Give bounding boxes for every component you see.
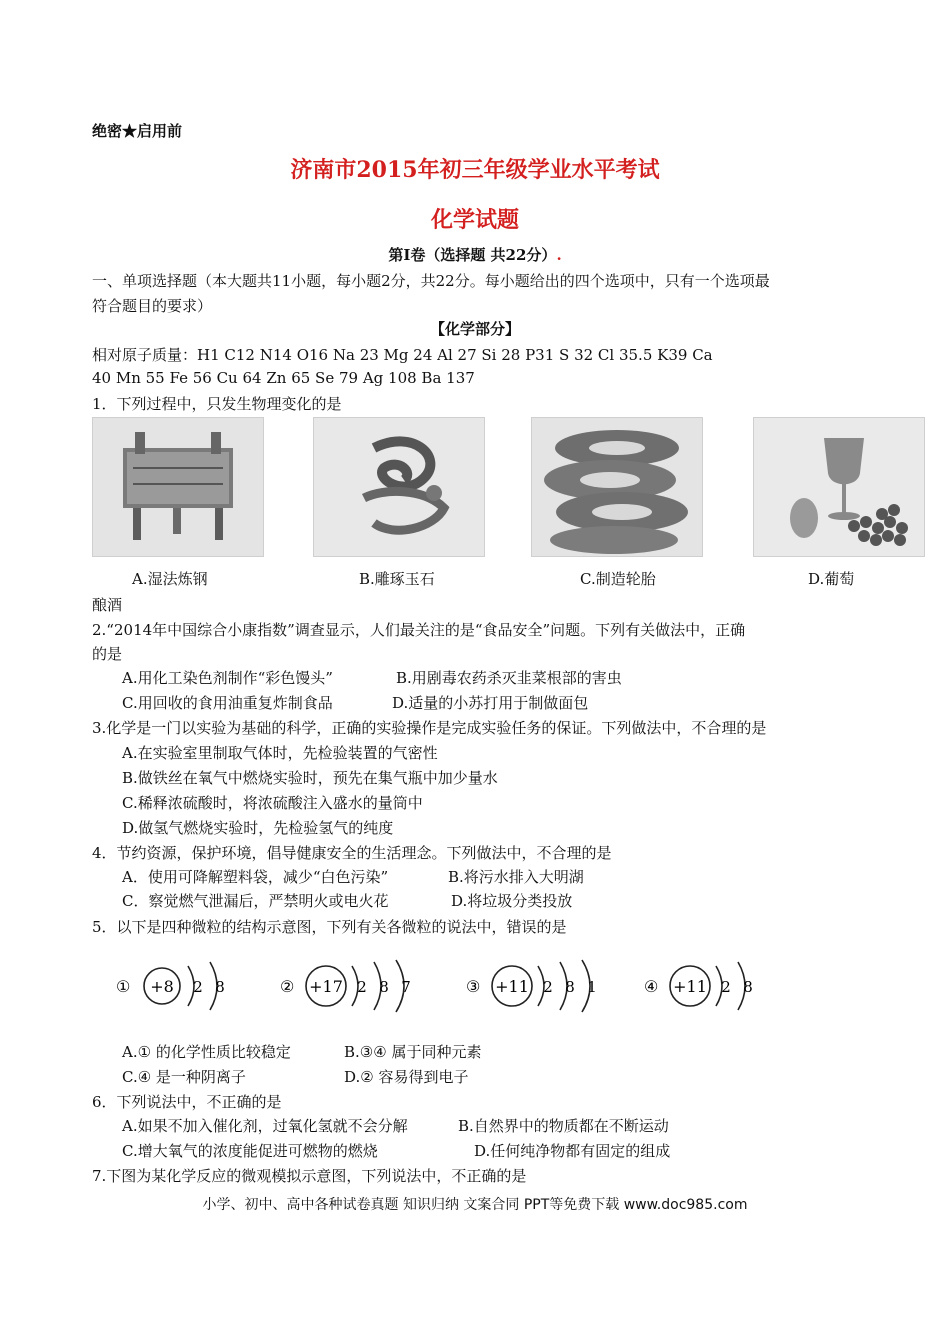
particle-1-label: ① [116, 977, 131, 996]
q5-option-c: C.④ 是一种阴离子 [122, 1068, 246, 1086]
q2-option-b: B.用剧毒农药杀灭韭菜根部的害虫 [396, 669, 622, 687]
particle-2-nucleus: +17 [309, 977, 343, 996]
q4-option-c: C．察觉燃气泄漏后，严禁明火或电火花 [122, 892, 389, 910]
q2-option-c: C.用回收的食用油重复炸制食品 [122, 694, 333, 712]
q1-option-d: D.葡萄 [808, 570, 855, 588]
q2-stem-2: 的是 [92, 645, 123, 663]
instructions-line-1: 一、单项选择题（本大题共11小题，每小题2分，共22分。每小题给出的四个选项中，只有一个选项最 [92, 272, 770, 290]
q6-option-b: B.自然界中的物质都在不断运动 [458, 1117, 669, 1135]
q6-stem: 6．下列说法中，不正确的是 [92, 1093, 282, 1111]
volume-dot: . [556, 246, 562, 264]
q7-stem: 7.下图为某化学反应的微观模拟示意图，下列说法中，不正确的是 [92, 1167, 527, 1185]
q4-option-a: A．使用可降解塑料袋，减少“白色污染” [122, 868, 389, 886]
q1-option-b: B.雕琢玉石 [359, 570, 435, 588]
jade-carving-image [313, 417, 485, 557]
footer-download-note: 小学、初中、高中各种试卷真题 知识归纳 文案合同 PPT等免费下载 www.doc985.com [202, 1197, 748, 1213]
q2-stem-1: 2.“2014年中国综合小康指数”调查显示，人们最关注的是“食品安全”问题。下列有关做法中，正确 [92, 621, 746, 639]
q4-stem: 4．节约资源，保护环境，倡导健康安全的生活理念。下列做法中，不合理的是 [92, 844, 612, 862]
q6-option-a: A.如果不加入催化剂，过氧化氢就不会分解 [122, 1117, 408, 1135]
grapes-wine-image [753, 417, 925, 557]
q5-stem: 5．以下是四种微粒的结构示意图，下列有关各微粒的说法中，错误的是 [92, 918, 567, 936]
q3-option-c: C.稀释浓硫酸时，将浓硫酸注入盛水的量筒中 [122, 794, 423, 812]
atomic-mass-line-2: 40 Mn 55 Fe 56 Cu 64 Zn 65 Se 79 Ag 108 Ba 137 [92, 369, 475, 387]
particle-diagram-2 [276, 958, 426, 1014]
particle-1-nucleus: +8 [150, 977, 174, 996]
q3-option-a: A.在实验室里制取气体时，先检验装置的气密性 [122, 744, 438, 762]
particle-3-label: ③ [466, 977, 481, 996]
particle-1-shell-1: 2 [193, 978, 203, 996]
q4-option-d: D.将垃圾分类投放 [451, 892, 573, 910]
particle-2-shell-1: 2 [357, 978, 367, 996]
q1-option-a: A.湿法炼钢 [132, 570, 208, 588]
particle-3-shell-1: 2 [543, 978, 553, 996]
tires-image [531, 417, 703, 557]
particle-3-shell-2: 8 [565, 978, 575, 996]
particle-2-shell-2: 8 [379, 978, 389, 996]
q6-option-c: C.增大氧气的浓度能促进可燃物的燃烧 [122, 1142, 378, 1160]
volume-text: 第Ⅰ卷（选择题 共22分） [388, 246, 557, 264]
particle-3-nucleus: +11 [495, 977, 529, 996]
exam-subtitle: 化学试题 [430, 207, 519, 233]
exam-title: 济南市2015年初三年级学业水平考试 [290, 157, 660, 183]
q2-option-a: A.用化工染色剂制作“彩色馒头” [122, 669, 333, 687]
particle-diagram-4 [640, 958, 780, 1014]
particle-diagram-3 [462, 958, 612, 1014]
q3-option-d: D.做氢气燃烧实验时，先检验氢气的纯度 [122, 819, 394, 837]
particle-4-shell-2: 8 [743, 978, 753, 996]
particle-4-shell-1: 2 [721, 978, 731, 996]
volume-heading [0, 244, 950, 265]
q4-option-b: B.将污水排入大明湖 [448, 868, 584, 886]
atomic-mass-line-1: 相对原子质量：H1 C12 N14 O16 Na 23 Mg 24 Al 27 Si 28 P31 S 32 Cl 35.5 K39 Ca [92, 346, 713, 364]
q1-option-d-wrap: 酿酒 [92, 596, 123, 614]
particle-1-shell-2: 8 [215, 978, 225, 996]
q5-option-a: A.① 的化学性质比较稳定 [122, 1043, 291, 1061]
q5-option-d: D.② 容易得到电子 [344, 1068, 469, 1086]
particle-2-label: ② [280, 977, 295, 996]
particle-4-label: ④ [644, 977, 659, 996]
particle-4-nucleus: +11 [673, 977, 707, 996]
q6-option-d: D.任何纯净物都有固定的组成 [474, 1142, 671, 1160]
confidential-label: 绝密★启用前 [92, 122, 183, 140]
q3-option-b: B.做铁丝在氧气中燃烧实验时，预先在集气瓶中加少量水 [122, 769, 498, 787]
particle-3-shell-3: 1 [587, 978, 597, 996]
q1-option-c: C.制造轮胎 [580, 570, 656, 588]
bronze-ding-image [92, 417, 264, 557]
particle-diagram-1 [112, 958, 252, 1014]
chem-section-heading: 【化学部分】 [429, 320, 520, 338]
q5-option-b: B.③④ 属于同种元素 [344, 1043, 482, 1061]
q3-stem: 3.化学是一门以实验为基础的科学，正确的实验操作是完成实验任务的保证。下列做法中，不合理的是 [92, 719, 767, 737]
particle-2-shell-3: 7 [401, 978, 411, 996]
instructions-line-2: 符合题目的要求） [92, 297, 213, 315]
q1-stem: 1．下列过程中，只发生物理变化的是 [92, 395, 342, 413]
q2-option-d: D.适量的小苏打用于制做面包 [392, 694, 589, 712]
